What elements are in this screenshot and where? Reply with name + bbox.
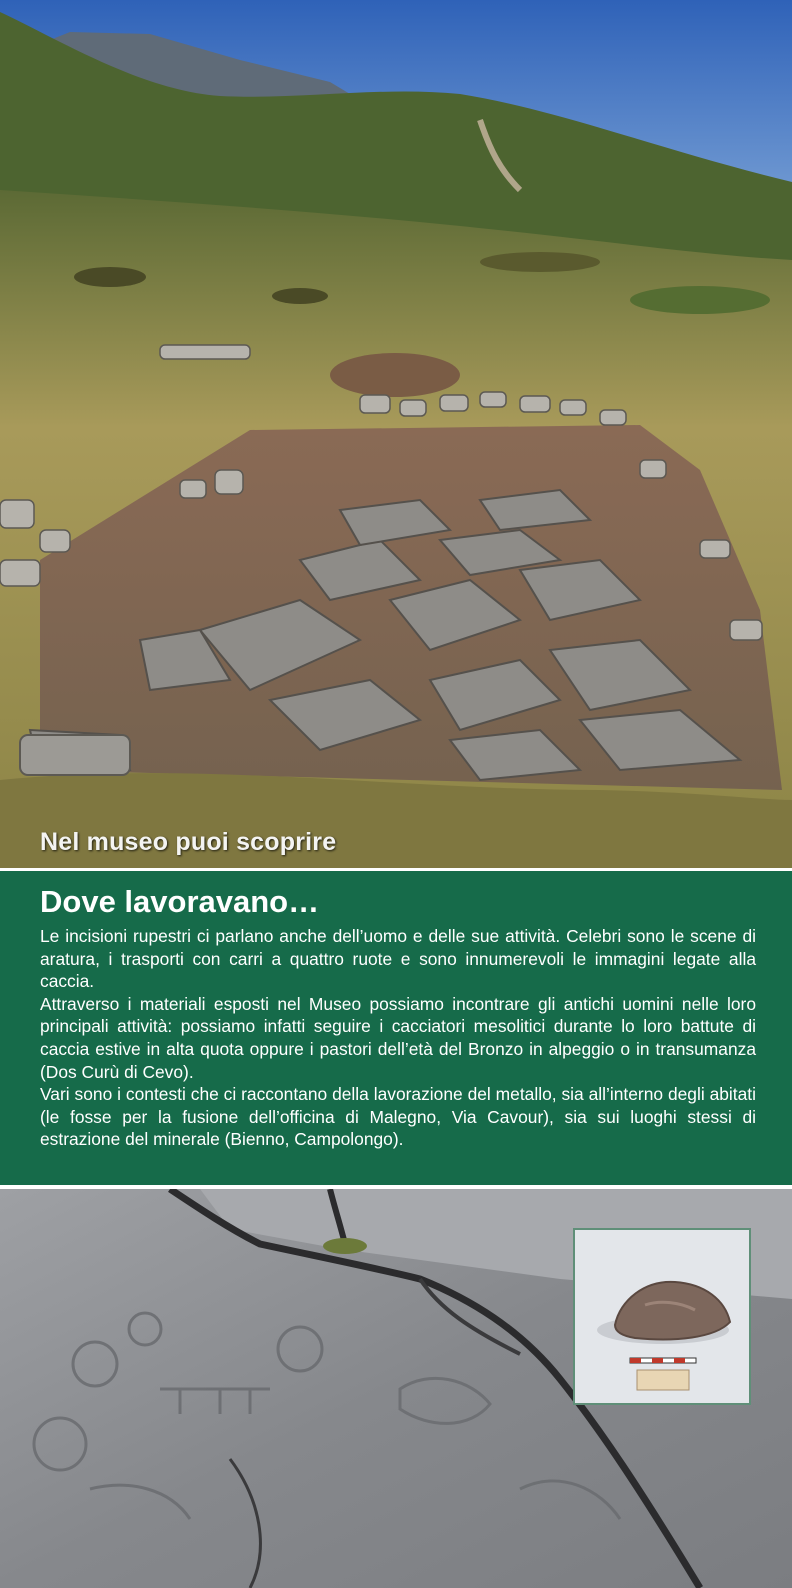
stone-artifact-illustration <box>575 1230 749 1403</box>
text-panel <box>0 871 792 1185</box>
photo-caption: Nel museo puoi scoprire <box>40 828 337 856</box>
panel-paragraph-1: Le incisioni rupestri ci parlano anche dell’uomo e delle sue attività. Celebri sono le scene di aratura, i trasporti con carri a quattro ruote e sono innumerevoli le immagini legate alla caccia. <box>40 926 756 992</box>
panel-paragraph-3: Vari sono i contesti che ci raccontano della lavorazione del metallo, sia all’interno degli abitati (le fosse per la fusione dell’officina di Malegno, Via Cavour), sia sui luoghi stessi di estrazione del minerale (Bienno, Campolongo). <box>40 1084 756 1150</box>
stone-artifact-inset <box>573 1228 751 1405</box>
panel-title: Dove lavoravano… <box>40 884 320 919</box>
panel-paragraph-2: Attraverso i materiali esposti nel Museo possiamo incontrare gli antichi uomini nelle loro principali attività: possiamo infatti seguire i cacciatori mesolitici durante lo loro battute di caccia estive in alta quota oppure i pastori dell’età del Bronzo in alpeggio o in transumanza (Dos Curù di Cevo). <box>40 993 756 1082</box>
